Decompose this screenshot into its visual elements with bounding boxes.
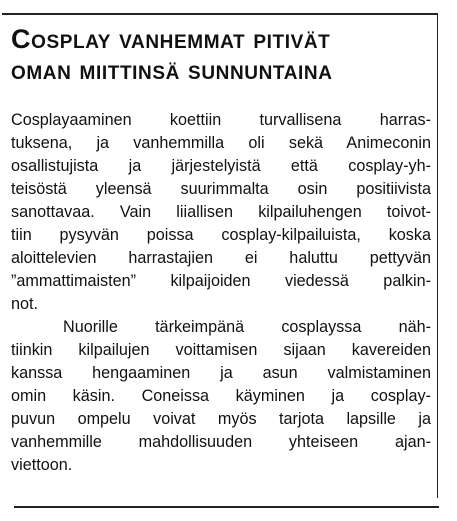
paragraph-1-line: osallistujista ja järjestelyistä että cosplay-yh-: [11, 157, 431, 175]
paragraph-1-line: Cosplayaaminen koettiin turvallisena harras-: [11, 111, 431, 129]
paragraph-1-line: sanottavaa. Vain liiallisen kilpailuhengen toivot-: [11, 203, 431, 221]
paragraph-1-line: ”ammattimaisten” kilpaijoiden viedessä palkin-: [11, 272, 431, 290]
bottom-rule: [14, 506, 439, 508]
paragraph-2-line: kanssa hengaaminen ja asun valmistaminen: [11, 364, 431, 382]
paragraph-2-line: viettoon.: [11, 456, 73, 474]
article-headline: [11, 24, 431, 86]
paragraph-2-line: Nuorille tärkeimpänä cosplayssa näh-: [63, 318, 431, 336]
top-rule: [2, 13, 438, 15]
paragraph-1-line: not.: [11, 295, 39, 313]
paragraph-1-line: aloittelevien harrastajien ei haluttu pettyvän: [11, 249, 431, 267]
paragraph-1-line: teisöstä yleensä suurimmalta osin positiivista: [11, 180, 431, 198]
paragraph-2-line: puvun ompelu voivat myös tarjota lapsille ja: [11, 410, 431, 428]
paragraph-2-line: omin käsin. Coneissa käyminen ja cosplay-: [11, 387, 431, 405]
paragraph-2-line: tiinkin kilpailujen voittamisen sijaan kavereiden: [11, 341, 431, 359]
paragraph-2-line: vanhemmille mahdollisuuden yhteiseen ajan-: [11, 433, 431, 451]
headline-line: Cosplay vanhemmat pitivät: [11, 24, 331, 54]
right-rule: [437, 13, 438, 498]
article-body: [11, 109, 431, 477]
headline-line: oman miittinsä sunnuntaina: [11, 55, 333, 85]
paragraph-1-line: tiin pysyvän poissa cosplay-kilpailuista, koska: [11, 226, 431, 244]
paragraph-1-line: tuksena, ja vanhemmilla oli sekä Animeconin: [11, 134, 431, 152]
